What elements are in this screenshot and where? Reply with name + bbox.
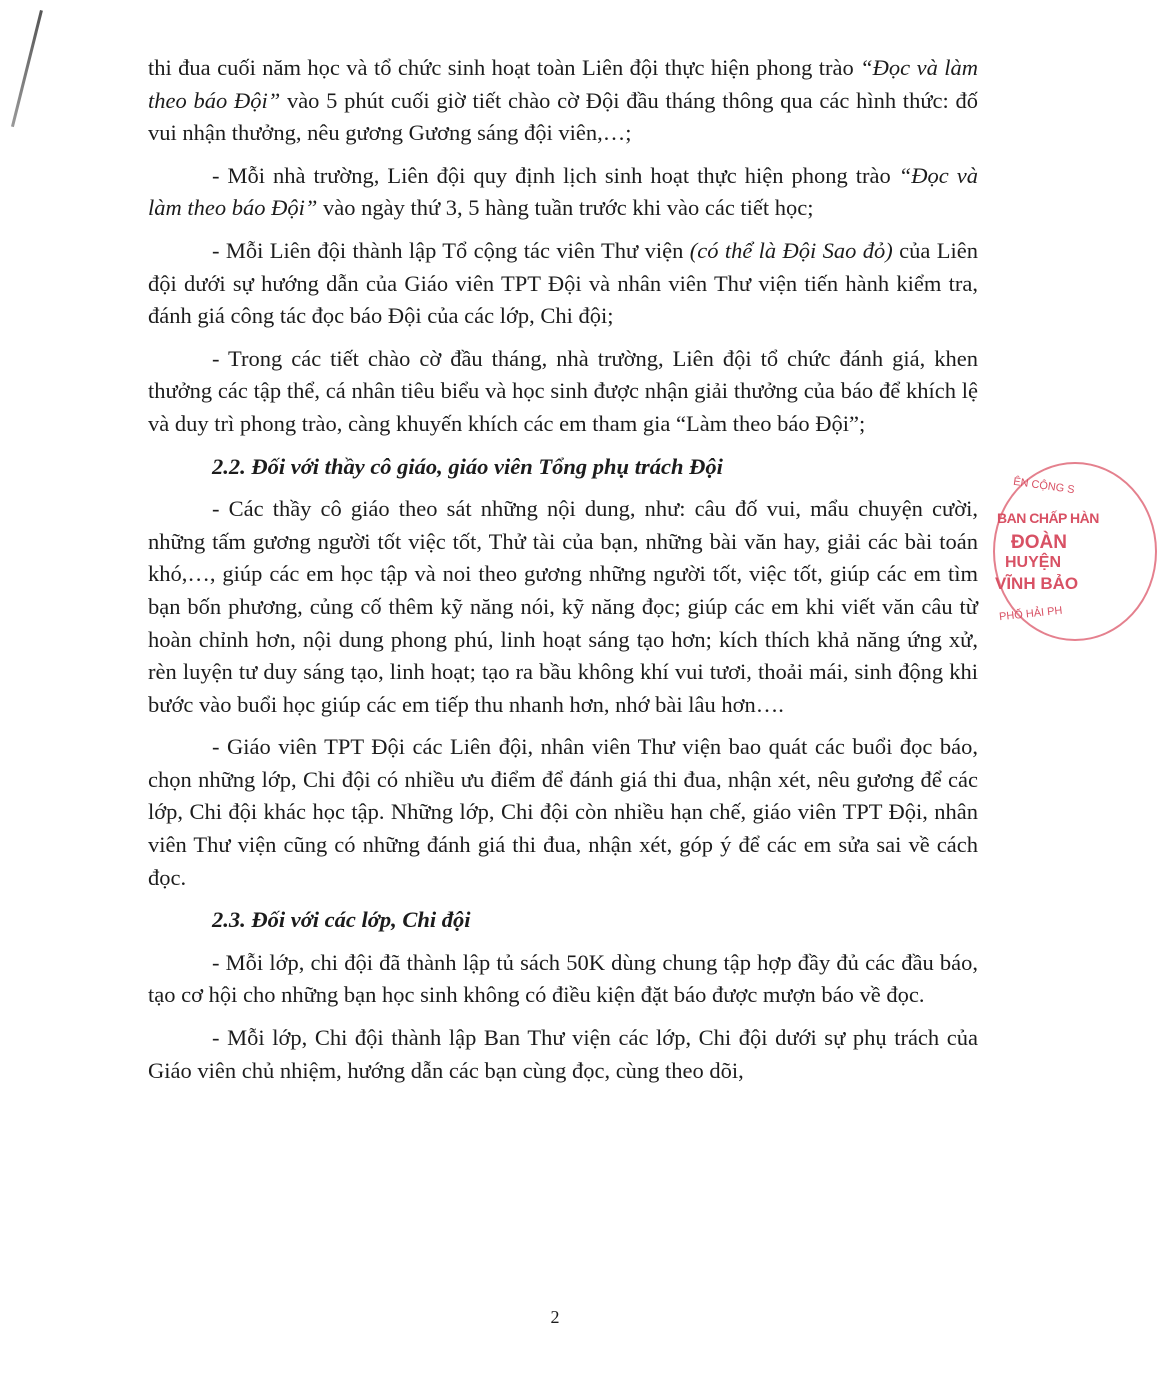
paragraph-3-text-a: - Mỗi Liên đội thành lập Tổ cộng tác viên Thư viện: [212, 237, 690, 263]
paragraph-2: [148, 160, 978, 225]
paragraph-2-italic: “Đọc và làm theo báo Đội”: [148, 162, 978, 221]
paragraph-2-text-b: vào ngày thứ 3, 5 hàng tuần trước khi vào các tiết học;: [317, 195, 814, 221]
stamp-bottom-arc: PHỐ HẢI PH: [998, 604, 1064, 624]
scan-edge-line: [11, 10, 43, 127]
paragraph-6: - Giáo viên TPT Đội các Liên đội, nhân viên Thư viện bao quát các buổi đọc báo, chọn những lớp, Chi đội có nhiều ưu điểm để đánh giá thi đua, nhận xét, nêu gương để các lớp, Chi đội khác học tập. Những lớp, Chi đội còn nhiều hạn chế, giáo viên TPT Đội, nhân viên Thư viện cũng có những đánh giá thi đua, nhận xét, góp ý để các em sửa sai về cách đọc.: [148, 734, 978, 890]
paragraph-1: [148, 52, 978, 150]
paragraph-5: - Các thầy cô giáo theo sát những nội dung, như: câu đố vui, mẩu chuyện cười, những tấm gương người tốt việc tốt, Thử tài của bạn, những bài văn hay, giải các bài toán khó,…, giúp các em học tập và noi theo gương những người tốt, việc tốt, giúp các em tìm bạn bốn phương, củng cố thêm kỹ năng nói, kỹ năng đọc; giúp các em khi viết văn câu từ hoàn chỉnh hơn, nội dung phong phú, linh hoạt sáng tạo hơn; kích thích khả năng ứng xử, rèn luyện tư duy sáng tạo, linh hoạt; tạo ra bầu không khí vui tươi, thoải mái, sinh động khi bước vào buổi học giúp các em tiếp thu nhanh hơn, nhớ bài lâu hơn….: [148, 496, 978, 717]
paragraph-1-text-b: vào 5 phút cuối giờ tiết chào cờ Đội đầu tháng thông qua các hình thức: đố vui nhận thưởng, nêu gương Gương sáng đội viên,…;: [148, 87, 978, 146]
official-seal-stamp: [993, 462, 1153, 642]
paragraph-8: - Mỗi lớp, Chi đội thành lập Ban Thư viện các lớp, Chi đội dưới sự phụ trách của Giáo viên chủ nhiệm, hướng dẫn các bạn cùng đọc, cùng theo dõi,: [148, 1025, 978, 1083]
paragraph-4: - Trong các tiết chào cờ đầu tháng, nhà trường, Liên đội tổ chức đánh giá, khen thưởng các tập thể, cá nhân tiêu biểu và học sinh được nhận giải thưởng của báo để khích lệ và duy trì phong trào, càng khuyến khích các em tham gia “Làm theo báo Đội”;: [148, 345, 978, 436]
heading-2-2: 2.2. Đối với thầy cô giáo, giáo viên Tổng phụ trách Đội: [212, 453, 723, 479]
paragraph-7: - Mỗi lớp, chi đội đã thành lập tủ sách 50K dùng chung tập hợp đầy đủ các đầu báo, tạo cơ hội cho những bạn học sinh không có điều kiện đặt báo được mượn báo về đọc.: [148, 949, 978, 1008]
heading-2-3: 2.3. Đối với các lớp, Chi đội: [212, 907, 471, 933]
stamp-line-1: BAN CHẤP HÀN: [997, 510, 1099, 526]
paragraph-1-italic: “Đọc và làm theo báo Đội”: [148, 55, 978, 113]
paragraph-3-italic: (có thể là Đội Sao đỏ): [689, 237, 893, 263]
paragraph-3-text-b: của Liên đội dưới sự hướng dẫn của Giáo viên TPT Đội và nhân viên Thư viện tiến hành kiểm tra, đánh giá công tác đọc báo Đội của các lớp, Chi đội;: [148, 237, 978, 329]
paragraph-3: [148, 235, 978, 333]
stamp-line-4: VĨNH BẢO: [995, 574, 1079, 593]
paragraph-2-text-a: - Mỗi nhà trường, Liên đội quy định lịch sinh hoạt thực hiện phong trào: [212, 162, 899, 188]
document-body: [148, 52, 978, 1097]
stamp-top-arc: ÊN CỘNG S: [1012, 475, 1076, 497]
paragraph-1-text-a: thi đua cuối năm học và tổ chức sinh hoạt toàn Liên đội thực hiện phong trào: [148, 55, 861, 80]
page-number: 2: [550, 1307, 560, 1327]
stamp-line-2: ĐOÀN: [1011, 532, 1067, 553]
stamp-line-3: HUYỆN: [1005, 554, 1062, 571]
